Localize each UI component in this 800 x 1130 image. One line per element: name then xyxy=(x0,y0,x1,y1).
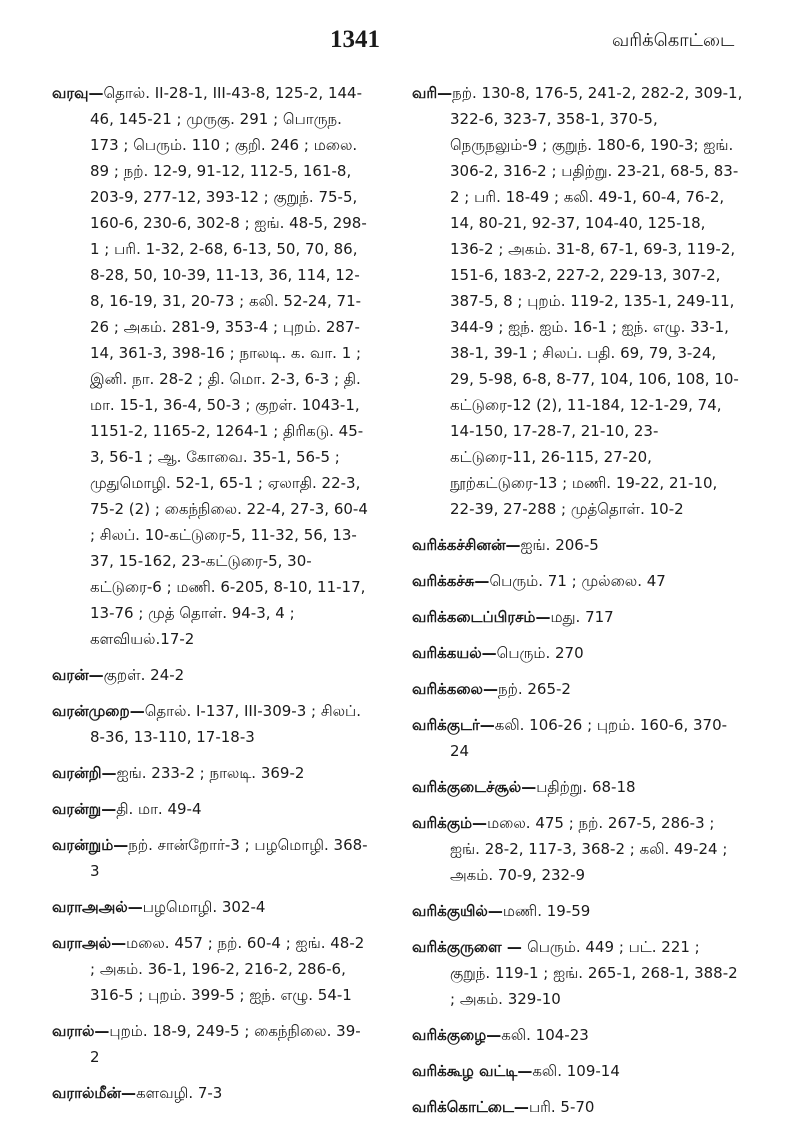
index-entry xyxy=(412,640,744,666)
entry-headword: வரிக்கடைப்பிரசம்— xyxy=(412,608,551,626)
entry-references: புறம். 18-9, 249-5 ; கைந்நிலை. 39-2 xyxy=(90,1022,361,1066)
index-entry xyxy=(52,930,370,1008)
entry-headword: வரிக்கயல்— xyxy=(412,644,497,662)
entry-references: கலி. 109-14 xyxy=(532,1062,620,1080)
entry-references: பெரும். 71 ; முல்லை. 47 xyxy=(489,572,666,590)
index-entry xyxy=(412,774,744,800)
entry-references: மணி. 19-59 xyxy=(502,902,591,920)
entry-headword: வரிக்குடர்— xyxy=(412,716,495,734)
index-entry xyxy=(52,1018,370,1070)
entry-references: குறள். 24-2 xyxy=(103,666,185,684)
page-number: 1341 xyxy=(330,26,380,53)
entry-headword: வரன்றி— xyxy=(52,764,117,782)
entry-headword: வரவு— xyxy=(52,84,104,102)
entry-references: பதிற்று. 68-18 xyxy=(536,778,636,796)
index-entry xyxy=(412,1022,744,1048)
running-head: வரிக்கொட்டை xyxy=(612,30,735,51)
entry-references: மலை. 457 ; நற். 60-4 ; ஐங். 48-2 ; அகம். 36-1, 196-2, 216-2, 286-6, 316-5 ; புறம். 399-5 ; ஐந். எழு. 54-1 xyxy=(90,934,365,1004)
entry-references: தொல். I-137, III-309-3 ; சிலப். 8-36, 13-110, 17-18-3 xyxy=(90,702,361,746)
index-entry xyxy=(412,934,744,1012)
entry-headword: வரிக்கொட்டை— xyxy=(412,1098,529,1116)
entry-headword: வரால்— xyxy=(52,1022,110,1040)
entry-references: நற். 130-8, 176-5, 241-2, 282-2, 309-1, 322-6, 323-7, 358-1, 370-5, நெருநலும்-9 ; குறுந். 180-6, 190-3; ஐங். 306-2, 316-2 ; பதிற்று. 23-21, 68-5, 83-2 ; பரி. 18-49 ; கலி. 49-1, 60-4, 76-2, 14, 80-21, 92-37, 104-40, 125-18, 136-2 ; அகம். 31-8, 67-1, 69-3, 119-2, 151-6, 183-2, 227-2, 229-13, 307-2, 387-5, 8 ; புறம். 119-2, 135-1, 249-11, 344-9 ; ஐந். ஐம். 16-1 ; ஐந். எழு. 33-1, 38-1, 39-1 ; சிலப். பதி. 69, 79, 3-24, 29, 5-98, 6-8, 8-77, 104, 106, 108, 10-கட்டுரை-12 (2), 11-184, 12-1-29, 74, 14-150, 17-28-7, 21-10, 23-கட்டுரை-11, 26-115, 27-20, நூற்கட்டுரை-13 ; மணி. 19-22, 21-10, 22-39, 27-288 ; முத்தொள். 10-2 xyxy=(450,84,743,518)
entry-headword: வராஅல்— xyxy=(52,934,127,952)
entry-headword: வரன்று— xyxy=(52,800,117,818)
entry-references: ஐங். 206-5 xyxy=(520,536,599,554)
entry-headword: வரிக்கூழ வட்டி— xyxy=(412,1062,533,1080)
right-column xyxy=(412,80,744,1130)
entry-headword: வரால்மீன்— xyxy=(52,1084,137,1102)
index-entry xyxy=(52,894,370,920)
index-entry xyxy=(412,1094,744,1120)
index-entry xyxy=(412,532,744,558)
entry-references: தொல். II-28-1, III-43-8, 125-2, 144-46, 145-21 ; முருகு. 291 ; பொருந. 173 ; பெரும். 110 ; குறி. 246 ; மலை. 89 ; நற். 12-9, 91-12, 112-5, 161-8, 203-9, 277-12, 393-12 ; குறுந். 75-5, 160-6, 230-6, 302-8 ; ஐங். 48-5, 298-1 ; பரி. 1-32, 2-68, 6-13, 50, 70, 86, 8-28, 50, 10-39, 11-13, 36, 114, 12-8, 16-19, 31, 20-73 ; கலி. 52-24, 71-26 ; அகம். 281-9, 353-4 ; புறம். 287-14, 361-3, 398-16 ; நாலடி. க. வா. 1 ; இனி. நா. 28-2 ; தி. மொ. 2-3, 6-3 ; தி. மா. 15-1, 36-4, 50-3 ; குறள். 1043-1, 1151-2, 1165-2, 1264-1 ; திரிகடு. 45-3, 56-1 ; ஆ. கோவை. 35-1, 56-5 ; முதுமொழி. 52-1, 65-1 ; ஏலாதி. 22-3, 75-2 (2) ; கைந்நிலை. 22-4, 27-3, 60-4 ; சிலப். 10-கட்டுரை-5, 11-32, 56, 13-37, 15-162, 23-கட்டுரை-5, 30-கட்டுரை-6 ; மணி. 6-205, 8-10, 11-17, 13-76 ; முத் தொள். 94-3, 4 ; களவியல்.17-2 xyxy=(90,84,368,648)
left-column xyxy=(52,80,370,1116)
entry-references: தி. மா. 49-4 xyxy=(116,800,202,818)
entry-headword: வரிக்கும்— xyxy=(412,814,488,832)
entry-references: கலி. 104-23 xyxy=(501,1026,589,1044)
index-entry xyxy=(412,810,744,888)
index-entry xyxy=(412,604,744,630)
entry-headword: வரிக்குயில்— xyxy=(412,902,503,920)
entry-headword: வராஅஅல்— xyxy=(52,898,143,916)
index-entry xyxy=(412,568,744,594)
entry-headword: வரிக்கலை— xyxy=(412,680,498,698)
index-entry xyxy=(52,796,370,822)
entry-headword: வரிக்குருளை — xyxy=(412,938,528,956)
entry-headword: வரி— xyxy=(412,84,453,102)
entry-references: கலி. 106-26 ; புறம். 160-6, 370-24 xyxy=(450,716,728,760)
entry-headword: வரிக்குடைச்சூல்— xyxy=(412,778,537,796)
index-entry xyxy=(412,80,744,522)
entry-references: ஐங். 233-2 ; நாலடி. 369-2 xyxy=(116,764,305,782)
page-header xyxy=(0,26,800,66)
index-entry xyxy=(52,1080,370,1106)
index-entry xyxy=(52,698,370,750)
entry-references: பெரும். 270 xyxy=(496,644,584,662)
index-entry xyxy=(52,760,370,786)
index-entry xyxy=(52,80,370,652)
entry-references: நற். சான்றோர்-3 ; பழமொழி. 368-3 xyxy=(90,836,368,880)
entry-headword: வரிக்கச்சினன்— xyxy=(412,536,521,554)
index-entry xyxy=(412,712,744,764)
entry-references: மது. 717 xyxy=(550,608,614,626)
index-entry xyxy=(52,662,370,688)
index-entry xyxy=(52,832,370,884)
entry-references: பரி. 5-70 xyxy=(528,1098,595,1116)
index-entry xyxy=(412,676,744,702)
entry-references: களவழி. 7-3 xyxy=(136,1084,223,1102)
entry-headword: வரன்முறை— xyxy=(52,702,145,720)
entry-references: நற். 265-2 xyxy=(498,680,571,698)
index-entry xyxy=(412,1058,744,1084)
entry-references: மலை. 475 ; நற். 267-5, 286-3 ; ஐங். 28-2, 117-3, 368-2 ; கலி. 49-24 ; அகம். 70-9, 232-9 xyxy=(450,814,728,884)
entry-references: பழமொழி. 302-4 xyxy=(142,898,266,916)
entry-headword: வரன்றும்— xyxy=(52,836,129,854)
index-entry xyxy=(412,898,744,924)
entry-headword: வரிக்கச்சு— xyxy=(412,572,490,590)
entry-references: பெரும். 449 ; பட். 221 ; குறுந். 119-1 ; ஐங். 265-1, 268-1, 388-2 ; அகம். 329-10 xyxy=(450,938,738,1008)
entry-headword: வரிக்குழை— xyxy=(412,1026,502,1044)
entry-headword: வரன்— xyxy=(52,666,104,684)
